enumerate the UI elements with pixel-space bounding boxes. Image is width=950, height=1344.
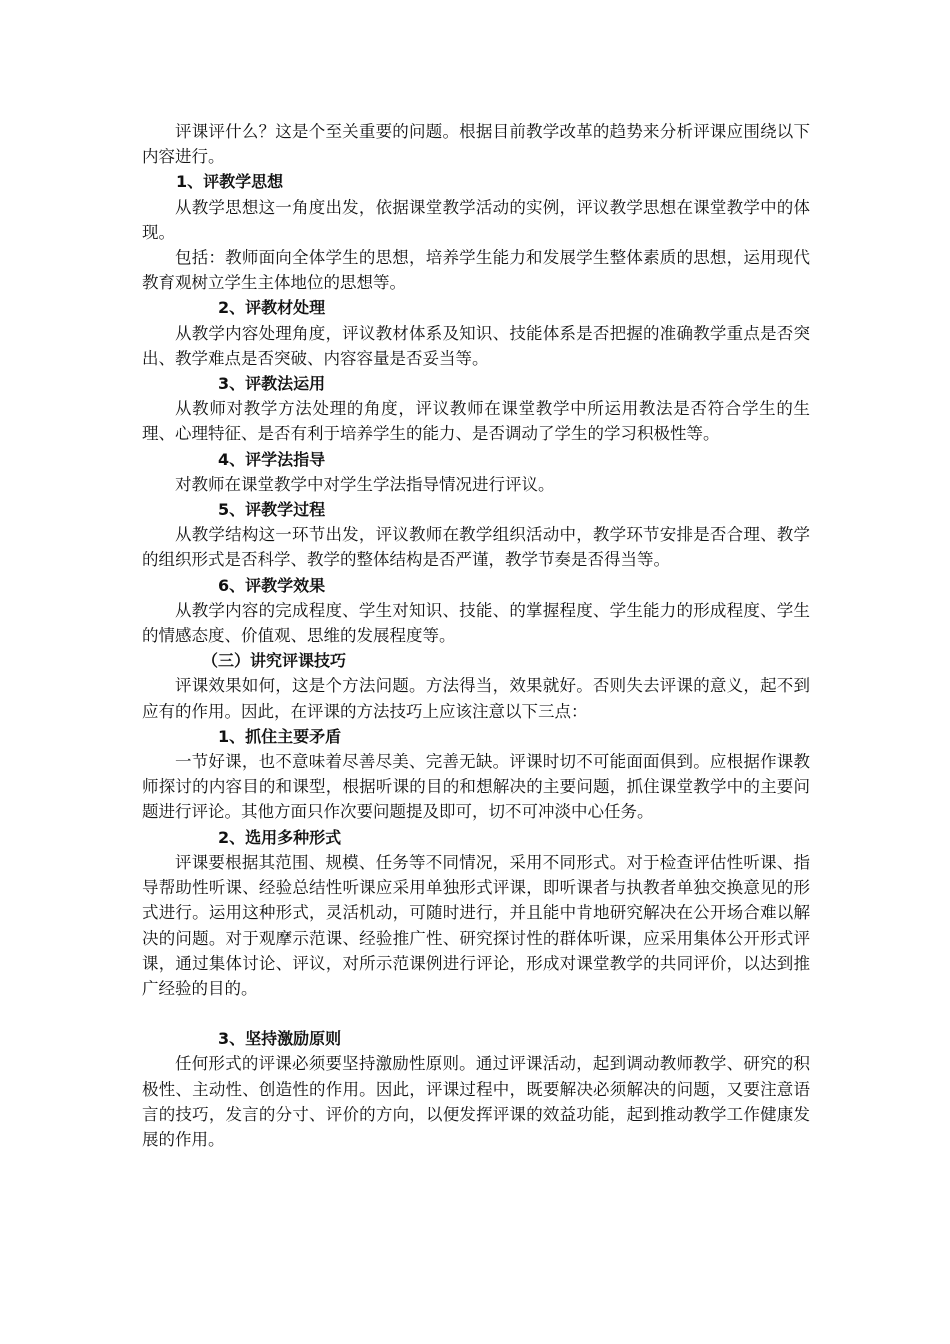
heading-process: 5、评教学过程: [218, 500, 326, 520]
heading-textbook: 2、评教材处理: [218, 298, 326, 318]
document-page: [142, 119, 810, 1152]
paragraph: 评课效果如何，这是个方法问题。方法得当，效果就好。否则失去评课的意义，起不到应有的作用。因此，在评课的方法技巧上应该注意以下三点：: [142, 676, 810, 721]
section-heading-skills: （三）讲究评课技巧: [202, 651, 347, 671]
paragraph: 评课要根据其范围、规模、任务等不同情况，采用不同形式。对于检查评估性听课、指导帮助性听课、经验总结性听课应采用单独形式评课，即听课者与执教者单独交换意见的形式进行。运用这种形式，灵活机动，可随时进行，并且能中肯地研究解决在公开场合难以解决的问题。对于观摩示范课、经验推广性、研究探讨性的群体听课，应采用集体公开形式评课，通过集体讨论、评议，对所示范课例进行评论，形成对课堂教学的共同评价，以达到推广经验的目的。: [142, 852, 810, 998]
heading-study-guidance: 4、评学法指导: [218, 449, 326, 469]
heading-method: 3、评教法运用: [218, 374, 326, 394]
paragraph: 从教学内容处理角度，评议教材体系及知识、技能体系是否把握的准确教学重点是否突出、教学难点是否突破、内容容量是否妥当等。: [142, 323, 810, 368]
paragraph: 从教师对教学方法处理的角度，评议教师在课堂教学中所运用教法是否符合学生的生理、心理特征、是否有利于培养学生的能力、是否调动了学生的学习积极性等。: [142, 399, 810, 444]
heading-main-contradiction: 1、抓住主要矛盾: [218, 726, 342, 746]
paragraph: 任何形式的评课必须要坚持激励性原则。通过评课活动，起到调动教师教学、研究的积极性、主动性、创造性的作用。因此，评课过程中，既要解决必须解决的问题，又要注意语言的技巧，发言的分寸、评价的方向，以便发挥评课的效益功能，起到推动教学工作健康发展的作用。: [142, 1054, 810, 1149]
heading-effect: 6、评教学效果: [218, 575, 326, 595]
heading-multiple-forms: 2、选用多种形式: [218, 827, 342, 847]
paragraph: 从教学结构这一环节出发，评议教师在教学组织活动中，教学环节安排是否合理、教学的组织形式是否科学、教学的整体结构是否严谨，教学节奏是否得当等。: [142, 525, 810, 570]
paragraph: 一节好课，也不意味着尽善尽美、完善无缺。评课时切不可能面面俱到。应根据作课教师探讨的内容目的和课型，根据听课的目的和想解决的主要问题，抓住课堂教学中的主要问题进行评论。其他方面只作次要问题提及即可，切不可冲淡中心任务。: [142, 752, 810, 822]
paragraph-intro: 评课评什么？这是个至关重要的问题。根据目前教学改革的趋势来分析评课应围绕以下内容进行。: [142, 122, 810, 167]
paragraph: 包括：教师面向全体学生的思想，培养学生能力和发展学生整体素质的思想，运用现代教育观树立学生主体地位的思想等。: [142, 248, 810, 293]
blank-line: [142, 1001, 810, 1026]
heading-teaching-thought: 1、评教学思想: [176, 172, 284, 192]
paragraph: 对教师在课堂教学中对学生学法指导情况进行评议。: [175, 474, 555, 494]
paragraph: 从教学思想这一角度出发，依据课堂教学活动的实例，评议教学思想在课堂教学中的体现。: [142, 197, 810, 242]
paragraph: 从教学内容的完成程度、学生对知识、技能、的掌握程度、学生能力的形成程度、学生的情感态度、价值观、思维的发展程度等。: [142, 600, 810, 646]
heading-incentive: 3、坚持激励原则: [218, 1029, 342, 1049]
